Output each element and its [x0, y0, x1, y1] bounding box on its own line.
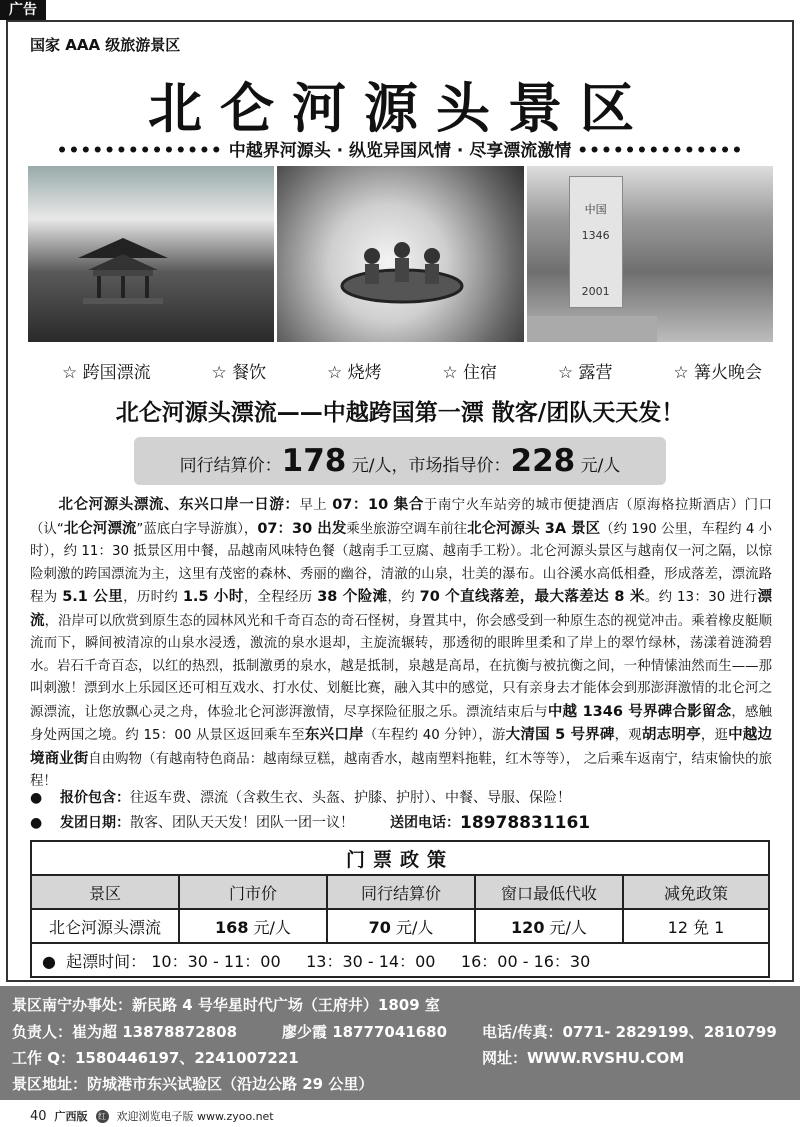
- itinerary-bold: 东兴口岸: [304, 727, 364, 743]
- dot-leader-right: ••••••••••••••: [577, 141, 744, 161]
- itinerary-seg: ，历时约: [123, 590, 183, 605]
- itinerary-seg: ，约: [387, 590, 420, 605]
- headline: 北仑河源头漂流——中越跨国第一漂 散客/团队天天发！: [115, 400, 685, 426]
- itinerary-lead: 北仑河源头漂流、东兴口岸一日游：: [58, 497, 300, 513]
- feature-bbq: ☆ 烧烤: [326, 363, 382, 383]
- trade-price-value: 178: [281, 443, 347, 479]
- time-slot-2: 13：30 - 14：00: [306, 951, 436, 971]
- price-bar: [134, 437, 666, 485]
- itinerary-bold: 胡志明亭: [641, 727, 701, 743]
- scenic-address: 景区地址：防城港市东兴试验区（沿边公路 29 公里）: [12, 1075, 374, 1093]
- table-row: [31, 909, 769, 943]
- phone-fax: 电话/传真：0771- 2829199、2810799: [482, 1023, 777, 1041]
- pavilion-icon: [73, 236, 173, 306]
- time-slot-1: 10：30 - 11：00: [151, 951, 281, 971]
- dates-text: 散客、团队天天发！团队一团一议！: [130, 815, 354, 831]
- col-header-waiver: 减免政策: [623, 875, 769, 909]
- ad-tag: 广告: [0, 0, 46, 20]
- window-unit: 元/人: [544, 917, 587, 937]
- times-label: 起漂时间：: [66, 951, 147, 971]
- itinerary-seg: ，逛: [700, 728, 729, 743]
- rafting-photo: [277, 166, 523, 342]
- itinerary-bold: 1.5 小时: [182, 589, 244, 605]
- itinerary-seg: （车程约 40 分钟），游: [363, 728, 506, 743]
- tagline-text: 中越界河源头 · 纵览异国风情 · 尽享漂流激情: [228, 141, 572, 161]
- ticket-caption: 门票政策: [31, 841, 769, 875]
- itinerary-seg: 于南宁火车站旁的城市便捷酒店（原海格拉斯酒店）门口（认“: [30, 498, 773, 537]
- magazine-logo-icon: 红: [96, 1110, 109, 1123]
- stone-text-year: 2001: [581, 285, 610, 298]
- col-header-scenic: 景区: [31, 875, 179, 909]
- itinerary-bold: 70 个直线落差，最大落差达 8 米: [419, 589, 645, 605]
- bullet-list: [30, 786, 772, 836]
- itinerary-text: [30, 494, 772, 794]
- bullet-dot-icon: ●: [30, 790, 43, 806]
- market-price-value: 228: [510, 443, 576, 479]
- itinerary-bold: 漂流: [30, 589, 772, 629]
- contact-person-1: 负责人：崔为超 13878872808: [12, 1023, 238, 1041]
- dates-label: 发团日期：: [60, 815, 130, 831]
- itinerary-bold: 大清国 5 号界碑: [505, 727, 615, 743]
- page-title: 北仑河源头景区: [148, 76, 652, 140]
- bullet-dot-icon: ●: [30, 815, 43, 831]
- window-num: 120: [511, 917, 545, 937]
- trade-price-unit: 元/人，: [346, 456, 409, 476]
- includes-text: 往返车费、漂流（含救生衣、头盔、护膝、护肘）、中餐、导服、保险！: [130, 790, 571, 806]
- itinerary-bold: 中越边境商业街: [30, 727, 773, 767]
- bullet-dot-icon: ●: [42, 951, 56, 971]
- time-slot-3: 16：00 - 16：30: [460, 951, 591, 971]
- feature-lodging: ☆ 住宿: [442, 363, 498, 383]
- itinerary-seg: ，全程经历: [243, 590, 318, 605]
- itinerary-seg: ，沿岸可以欣赏到原生态的园林风光和千奇百态的奇石怪树，身置其中，你会感受到一种原生态的视觉冲击。乘着橡皮艇顺流而下，瞬间被清凉的山泉水浸透，激流的泉水退却，主旋流辗转，那透彻的眼眸里柔和了岸上的翠竹绿林，荡漾着涟漪碧水。岩石千奇百态，以红的热烈，抵制激勇的泉水，越是抵制，泉越是高昂，在抗衡与被抗衡之间，一种情愫油然而生——那叫刺激！漂到水上乐园区还可相互戏水、打水仗、划艇比赛，融入其中的感觉，只有亲身去才能体会到那澎湃激情的北仑河之源漂流，让您放飘心灵之舟，体验北仑河澎湃激情，尽享探险征服之乐。漂流结束后与: [30, 613, 773, 720]
- itinerary-seg: 乘坐旅游空调车前往: [346, 521, 468, 537]
- itinerary-bold: 38 个险滩: [317, 589, 388, 605]
- boundary-stone: [569, 176, 623, 308]
- trade-price-label: 同行结算价：: [179, 456, 282, 476]
- rafting-times: [31, 943, 769, 977]
- itinerary-bold: 07：10 集合: [332, 497, 424, 513]
- retail-unit: 元/人: [248, 917, 291, 937]
- magazine-edition: 广西版: [54, 1110, 88, 1123]
- itinerary-seg: 。约 13：30 进行: [644, 590, 758, 605]
- magazine-slogan: 欢迎浏览电子版 www.zyoo.net: [116, 1110, 274, 1123]
- boundary-marker-photo: [527, 166, 773, 342]
- col-header-trade: 同行结算价: [327, 875, 475, 909]
- page-number: 40: [30, 1108, 47, 1124]
- cell-retail: [179, 909, 327, 943]
- itinerary-seg: 早上: [299, 498, 333, 513]
- cell-scenic: 北仑河源头漂流: [31, 909, 179, 943]
- dot-leader-left: ••••••••••••••: [56, 141, 223, 161]
- cell-window: [475, 909, 623, 943]
- pavilion-photo: [28, 166, 274, 342]
- cell-waiver: 12 免 1: [623, 909, 769, 943]
- footer-contact: [0, 986, 800, 1100]
- cell-trade: [327, 909, 475, 943]
- includes-label: 报价包含：: [60, 790, 130, 806]
- tel-label: 送团电话：: [390, 815, 460, 831]
- trade-unit: 元/人: [390, 917, 434, 937]
- itinerary-seg: （约 190 公里，车程约 4 小时），约 11：30 抵景区用中餐，品越南风味特色餐（越南手工豆腐、越南手工粉）。北仑河源头景区与越南仅一河之隔，以惊险刺激的跨国漂流为主，这里有茂密的森林、秀丽的幽谷，清澈的山泉，壮美的瀑布。山谷溪水高低相叠，形成落差，漂流路程为: [30, 521, 773, 605]
- itinerary-bold: 北仑河漂流: [63, 520, 137, 537]
- itinerary-bold: 北仑河源头 3A 景区: [467, 520, 601, 537]
- feature-dining: ☆ 餐饮: [211, 363, 267, 383]
- stone-text-country: 中国: [584, 203, 607, 216]
- website: 网址：WWW.RVSHU.COM: [482, 1049, 685, 1067]
- feature-rafting: ☆ 跨国漂流: [62, 363, 151, 383]
- page-footer: [30, 1108, 274, 1124]
- tagline: [0, 136, 800, 161]
- itinerary-seg: 自由购物（有越南特色商品：越南绿豆糕，越南香水，越南塑料拖鞋，红木等等）， 之后乘车返南宁，结束愉快的旅程！: [30, 751, 773, 789]
- contact-person-2: 廖少霞 18777041680: [282, 1023, 448, 1041]
- trade-num: 70: [368, 917, 391, 937]
- col-header-retail: 门市价: [179, 875, 327, 909]
- work-qq: 工作 Q：1580446197、2241007221: [12, 1049, 299, 1067]
- feature-camping: ☆ 露营: [557, 363, 613, 383]
- itinerary-bold: 5.1 公里: [62, 589, 124, 605]
- itinerary-seg: ，感触身处两国之境。约 15：00 从景区返回乘车至: [30, 704, 773, 743]
- features-list: [62, 358, 762, 383]
- stone-base: [527, 316, 657, 342]
- tel-value: 18978831161: [460, 813, 591, 833]
- office-address: 景区南宁办事处：新民路 4 号华星时代广场（王府井）1809 室: [12, 996, 440, 1014]
- includes-row: [30, 786, 772, 811]
- itinerary-bold: 07：30 出发: [257, 520, 347, 537]
- itinerary-seg: ，观: [614, 728, 642, 743]
- itinerary-bold: 中越 1346 号界碑合影留念: [547, 703, 732, 720]
- photo-strip: [28, 166, 773, 342]
- dates-row: [30, 811, 772, 836]
- itinerary-seg: ”蓝底白字导游旗），: [136, 521, 258, 537]
- feature-bonfire: ☆ 篝火晚会: [673, 363, 762, 383]
- ticket-table: [30, 840, 770, 978]
- stone-text-number: 1346: [581, 229, 610, 242]
- scenic-level: 国家 AAA 级旅游景区: [30, 36, 181, 54]
- retail-num: 168: [215, 917, 249, 937]
- col-header-window: 窗口最低代收: [475, 875, 623, 909]
- market-price-unit: 元/人: [575, 456, 621, 476]
- raft-icon: [337, 226, 467, 306]
- market-price-label: 市场指导价：: [408, 456, 511, 476]
